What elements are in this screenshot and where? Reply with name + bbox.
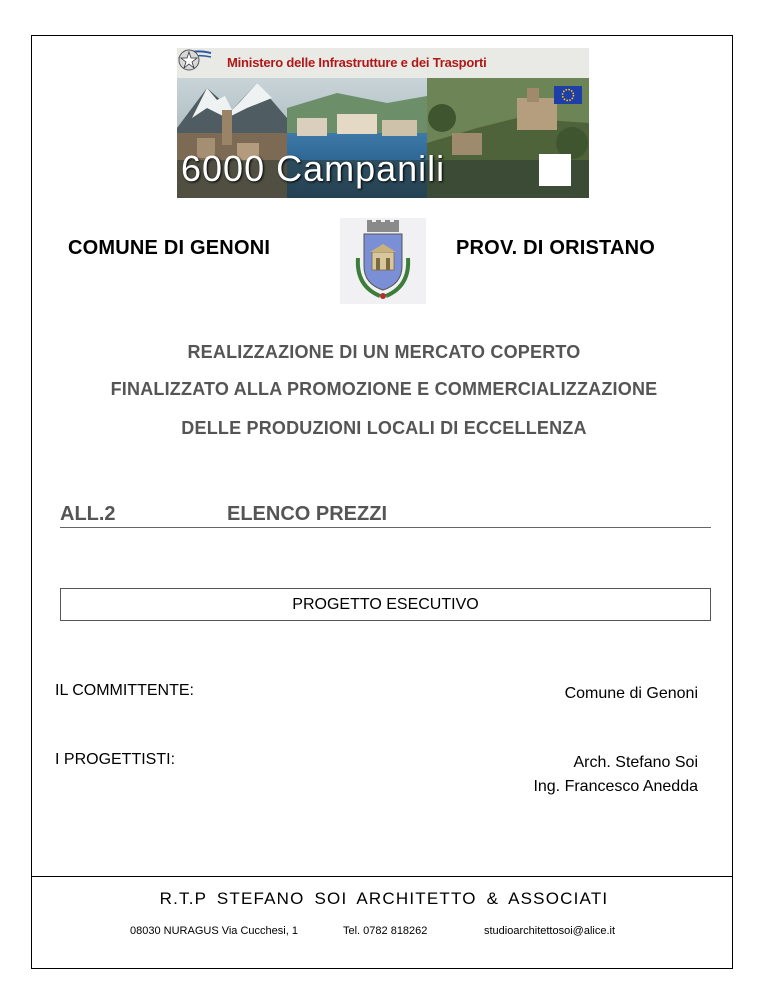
firm-email: studioarchitettosoi@alice.it [484,925,616,937]
brand-square-mark [539,154,571,186]
attachment-title: ELENCO PREZZI [227,503,388,525]
designers-list [533,751,698,799]
attachment-code: ALL.2 [60,503,116,525]
project-title-line-3: DELLE PRODUZIONI LOCALI DI ECCELLENZA [181,418,587,438]
project-phase-box: PROGETTO ESECUTIVO [60,588,711,621]
municipality-name: COMUNE DI GENONI [68,237,271,259]
footer-divider [32,876,732,877]
designer-name: Ing. Francesco Anedda [533,778,698,795]
project-title-line-2: FINALIZZATO ALLA PROMOZIONE E COMMERCIALIZZAZIONE [110,379,658,399]
firm-name: R.T.P STEFANO SOI ARCHITETTO & ASSOCIATI [159,889,609,908]
client-label: IL COMMITTENTE: [55,682,194,699]
brand-6000-campanili: 6000 Campanili [181,148,446,189]
client-value: Comune di Genoni [564,685,698,702]
italian-emblem-icon [177,48,201,72]
designers-label: I PROGETTISTI: [55,751,176,768]
province-name: PROV. DI ORISTANO [456,237,655,259]
attachment-underline [60,527,711,528]
municipal-crest-icon [340,218,426,304]
firm-address: 08030 NURAGUS Via Cucchesi, 1 [130,925,298,937]
eu-flag-icon [554,86,582,104]
designer-name: Arch. Stefano Soi [573,754,698,771]
project-banner [177,48,589,198]
firm-phone: Tel. 0782 818262 [343,925,428,937]
project-title-line-1: REALIZZAZIONE DI UN MERCATO COPERTO [187,342,581,362]
ministry-name: Ministero delle Infrastrutture e dei Trasporti [227,55,487,70]
